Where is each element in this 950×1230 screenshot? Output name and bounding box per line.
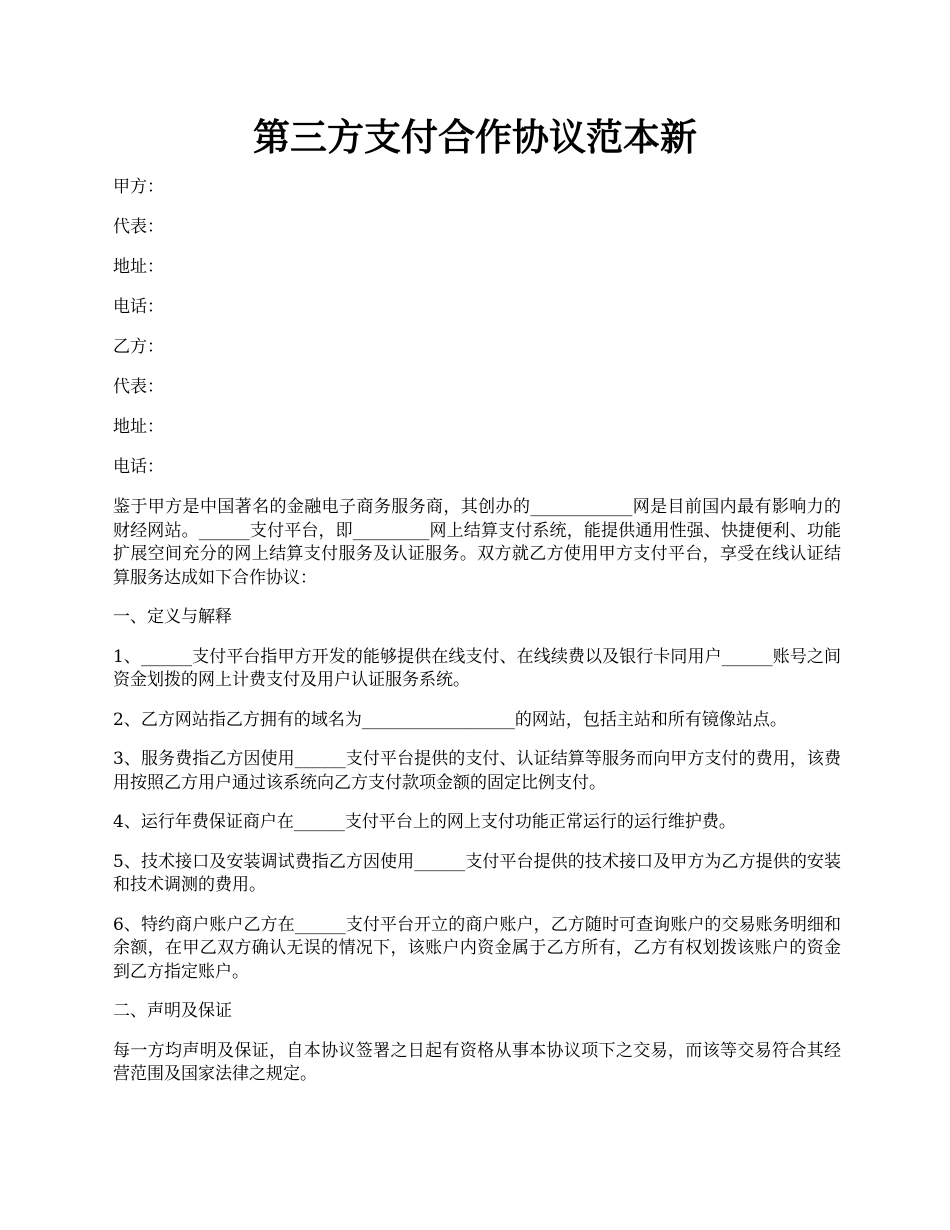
definition-item: 3、服务费指乙方因使用______支付平台提供的支付、认证结算等服务而向甲方支付的费用，该费用按照乙方用户通过该系统向乙方支付款项金额的固定比例支付。: [113, 749, 841, 793]
party-a-phone: 电话：: [113, 297, 164, 317]
definition-item: 5、技术接口及安装调试费指乙方因使用______支付平台提供的技术接口及甲方为乙方提供的安装和技术调测的费用。: [113, 851, 841, 895]
section-heading-warranties: 二、声明及保证: [113, 1001, 232, 1021]
definition-item: 1、______支付平台指甲方开发的能够提供在线支付、在线续费以及银行卡同用户______账号之间资金划拨的网上计费支付及用户认证服务系统。: [113, 646, 841, 690]
party-b-address: 地址：: [113, 417, 164, 437]
document-body: [113, 176, 841, 1103]
document-title: 第三方支付合作协议范本新: [253, 115, 697, 159]
intro-paragraph: 鉴于甲方是中国著名的金融电子商务服务商，其创办的____________网是目前国内最有影响力的财经网站。______支付平台，即_________网上结算支付系统，能提供通用性强、快捷便利、功能扩展空间充分的网上结算支付服务及认证服务。双方就乙方使用甲方支付平台，享受在线认证结算服务达成如下合作协议：: [113, 497, 841, 588]
party-b-label: 乙方：: [113, 337, 164, 357]
party-b-phone: 电话：: [113, 457, 164, 477]
party-b-representative: 代表：: [113, 377, 164, 397]
definition-item: 4、运行年费保证商户在______支付平台上的网上支付功能正常运行的运行维护费。: [113, 812, 736, 832]
party-a-label: 甲方：: [113, 177, 164, 197]
party-a-representative: 代表：: [113, 217, 164, 237]
party-a-address: 地址：: [113, 257, 164, 277]
section-heading-definitions: 一、定义与解释: [113, 607, 232, 627]
definition-item: 2、乙方网站指乙方拥有的域名为__________________的网站，包括主站和所有镜像站点。: [113, 709, 787, 730]
warranties-paragraph: 每一方均声明及保证，自本协议签署之日起有资格从事本协议项下之交易，而该等交易符合其经营范围及国家法律之规定。: [113, 1040, 841, 1084]
definition-item: 6、特约商户账户乙方在______支付平台开立的商户账户，乙方随时可查询账户的交易账务明细和余额，在甲乙双方确认无误的情况下，该账户内资金属于乙方所有，乙方有权划拨该账户的资金到乙方指定账户。: [113, 914, 841, 982]
